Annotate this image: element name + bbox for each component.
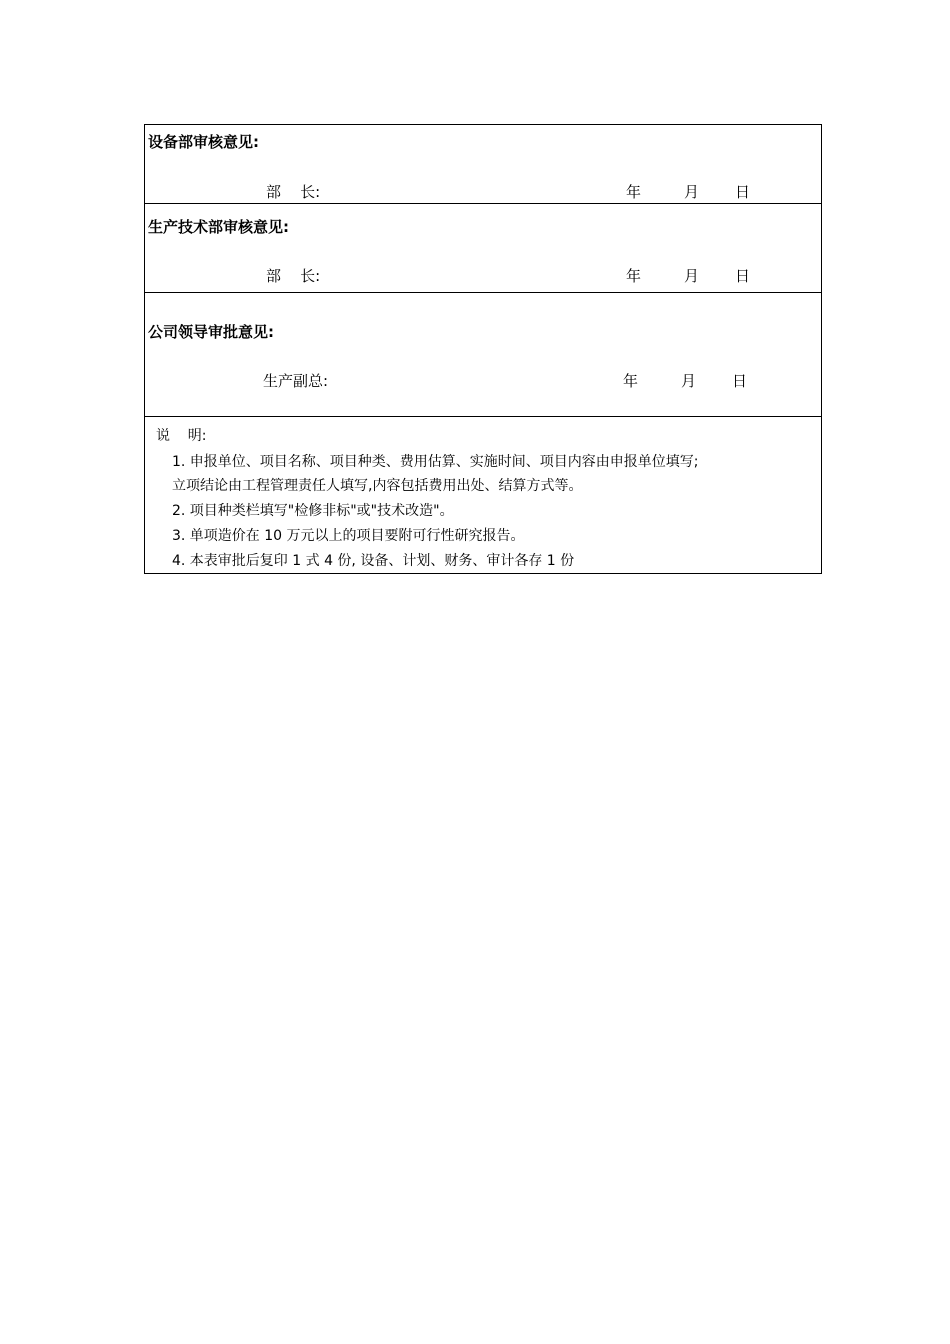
signer-label: 生产副总: [263,372,329,390]
note-line: 立项结论由工程管理责任人填写,内容包括费用出处、结算方式等。 [172,478,583,494]
note-line: 2. 项目种类栏填写"检修非标"或"技术改造"。 [172,503,454,519]
section-title: 公司领导审批意见: [148,323,274,341]
day-label: 日 [735,183,751,201]
notes-title: 说 明: [156,428,207,444]
company-leader-approval-section [145,293,821,417]
section-title: 生产技术部审核意见: [148,218,289,236]
month-label: 月 [681,372,697,390]
year-label: 年 [626,267,642,285]
day-label: 日 [735,267,751,285]
production-tech-dept-review-section [145,204,821,293]
equipment-dept-review-section [145,125,821,204]
month-label: 月 [684,267,700,285]
year-label: 年 [626,183,642,201]
signer-label: 部 长: [266,267,321,285]
signer-label: 部 长: [266,183,321,201]
approval-form [144,124,822,574]
note-line: 4. 本表审批后复印 1 式 4 份, 设备、计划、财务、审计各存 1 份 [172,553,575,569]
note-line: 3. 单项造价在 10 万元以上的项目要附可行性研究报告。 [172,528,525,544]
notes-section [145,417,821,573]
note-line: 1. 申报单位、项目名称、项目种类、费用估算、实施时间、项目内容由申报单位填写; [172,454,699,470]
day-label: 日 [732,372,748,390]
year-label: 年 [623,372,639,390]
month-label: 月 [684,183,700,201]
section-title: 设备部审核意见: [148,133,259,151]
